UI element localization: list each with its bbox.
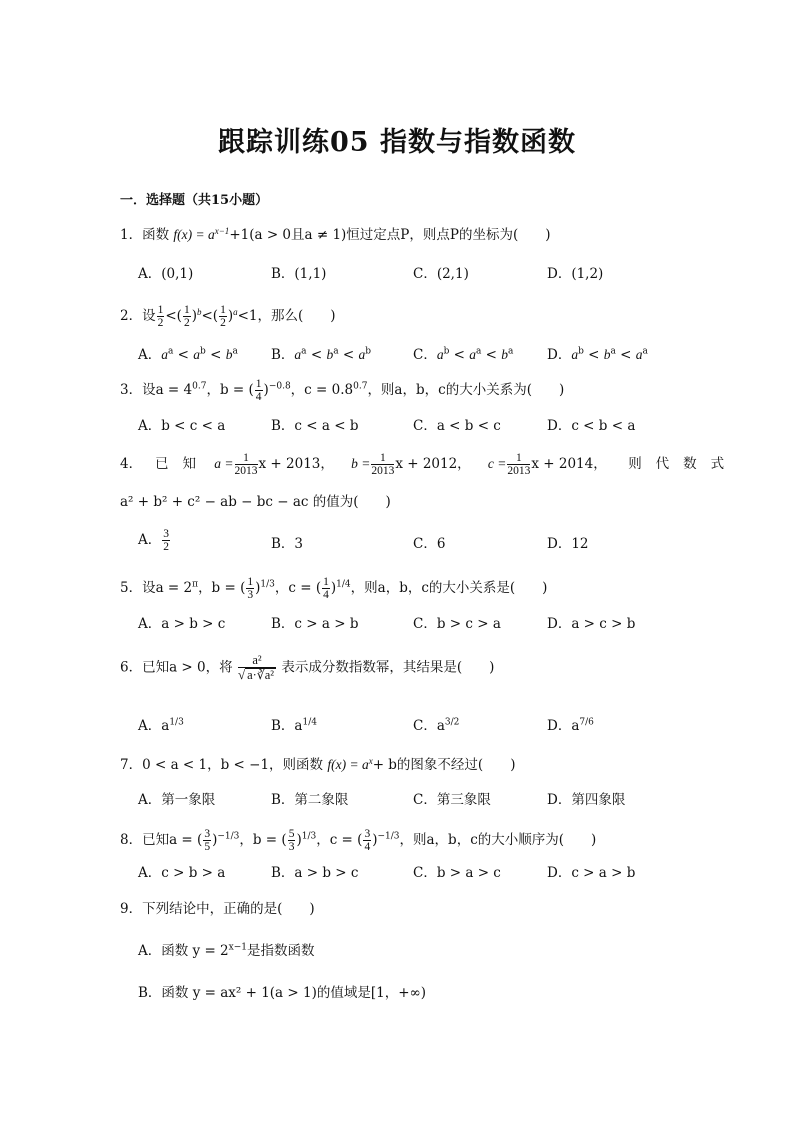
option-c[interactable]: C．(2,1) [413, 266, 469, 282]
fraction: $\frac{1}{2}$ [157, 304, 164, 330]
fraction: $\frac{1}{2013}$ [371, 452, 395, 478]
question-6: 6．已知a > 0，将 $\frac{\text{a²}}{\text{√ a·∛a²}}$ 表示成分数指数幂，其结果是( ) [120, 653, 495, 683]
fraction: $\frac{\text{a²}}{\text{√ a·∛a²}}$ [237, 653, 275, 683]
option-b[interactable]: B．c < a < b [271, 418, 359, 434]
fraction: $\frac{5}{3}$ [288, 828, 295, 854]
fraction: $\frac{1}{2}$ [183, 304, 190, 330]
option-c[interactable]: C．6 [413, 536, 446, 552]
section-heading: 一．选择题（共15小题） [120, 193, 269, 208]
option-d[interactable]: D．a > c > b [547, 616, 636, 632]
question-5: 5．设$a = 2^\pi$，b = ( $\frac{1}{3}$ )$^{1/3}$，c = ( $\frac{1}{4}$ )$^{1/4}$，则a，b，c的大小关系是( ) [120, 576, 548, 602]
fraction: $\frac{1}{2013}$ [234, 452, 258, 478]
fraction: $\frac{1}{4}$ [323, 576, 329, 602]
question-text: 函数 [142, 227, 170, 243]
question-text: +1(a > 0且a ≠ 1)恒过定点P，则点P的坐标为( ) [229, 227, 551, 243]
option-d[interactable]: D．$a^{7/6}$ [547, 717, 594, 734]
option-b[interactable]: B．函数 y = ax² + 1(a > 1)的值域是[1，+∞) [138, 985, 427, 1001]
question-9 [120, 903, 315, 917]
option-b[interactable]: B．(1,1) [271, 266, 327, 282]
option-a[interactable]: A． $\frac{3}{2}$ [138, 528, 169, 554]
question-1 [120, 225, 551, 243]
option-d[interactable]: D．第四象限 [547, 792, 626, 808]
option-d[interactable]: D．c < b < a [547, 418, 636, 434]
fraction: $\frac{1}{2}$ [220, 304, 226, 330]
question-number: 5． [120, 580, 143, 597]
option-a[interactable]: A．第一象限 [138, 792, 216, 808]
question-8: 8．已知a = ( $\frac{3}{5}$ )$^{-1/3}$，b = ( $\frac{5}{3}$ )$^{1/3}$，c = ( $\frac{3}{4}$ )$^{-1/3}$，则a，b，c的大小顺序为( ) [120, 828, 597, 854]
fraction: $\frac{3}{2}$ [163, 528, 169, 554]
option-b[interactable]: B．$a^a < b^a < a^b$ [271, 346, 371, 363]
option-b[interactable]: B．3 [271, 536, 304, 552]
question-text: 下列结论中，正确的是( ) [142, 901, 315, 917]
question-text: <1，那么( ) [237, 308, 336, 325]
question-number: 3． [120, 382, 143, 399]
option-a[interactable]: A．c > b > a [138, 865, 226, 881]
question-number: 6． [120, 659, 143, 676]
question-number: 9． [120, 901, 143, 917]
fraction: $\frac{1}{2013}$ [507, 452, 531, 478]
option-a[interactable]: A．(0,1) [138, 266, 194, 282]
option-a[interactable]: A．函数 $y = 2^{x-1}$是指数函数 [138, 942, 315, 959]
question-4: 4． 已知 a = $\frac{1}{2013}$ x + 2013， b = $\frac{1}{2013}$ x + 2012， c = $\frac{1}{2013}$ x + 2014， 则代数式 [120, 452, 739, 478]
option-c[interactable]: C．b > a > c [413, 865, 501, 881]
option-b[interactable]: B．c > a > b [271, 616, 359, 632]
option-a[interactable]: A．$a^{1/3}$ [138, 717, 184, 734]
option-d[interactable]: D．(1,2) [547, 266, 604, 282]
question-2: 2．设 $\frac{1}{2}$ <( $\frac{1}{2}$ )$^b$<( $\frac{1}{2}$ )$^a$<1，那么( ) [120, 304, 336, 330]
question-number: 8． [120, 832, 143, 849]
option-b[interactable]: B．a > b > c [271, 865, 359, 881]
option-a[interactable]: A．b < c < a [138, 418, 226, 434]
question-4-line-2: a² + b² + c² − ab − bc − ac 的值为( ) [120, 494, 391, 510]
math-exponent: x−1 [214, 225, 230, 236]
option-d[interactable]: D．$a^b < b^a < a^a$ [547, 346, 648, 363]
option-c[interactable]: C．$a^{3/2}$ [413, 717, 460, 734]
page-title: 跟踪训练05 指数与指数函数 [218, 127, 576, 158]
option-c[interactable]: C．b > c > a [413, 616, 501, 632]
fraction: $\frac{1}{3}$ [247, 576, 254, 602]
option-c[interactable]: C．$a^b < a^a < b^a$ [413, 346, 514, 363]
fraction: $\frac{3}{5}$ [204, 828, 211, 854]
option-b[interactable]: B．第二象限 [271, 792, 349, 808]
question-number: 2． [120, 308, 143, 325]
option-d[interactable]: D．12 [547, 536, 589, 552]
question-7: 7．0 < a < 1，b < −1，则函数 $f(x) = a^x+ b$的图象不经过( ) [120, 755, 516, 773]
option-d[interactable]: D．c > a > b [547, 865, 636, 881]
math-expr: f(x) = a [173, 227, 215, 242]
fraction: $\frac{1}{4}$ [255, 378, 262, 404]
option-b[interactable]: B．$a^{1/4}$ [271, 717, 317, 734]
option-a[interactable]: A．$a^a < a^b < b^a$ [138, 346, 238, 363]
question-3: 3．设$a = 4^{0.7}$，b = ( $\frac{1}{4}$ )$^{-0.8}$，$c = 0.8^{0.7}$，则a，b，c的大小关系为( ) [120, 378, 565, 404]
option-c[interactable]: C．第三象限 [413, 792, 491, 808]
question-text: 设 [142, 308, 156, 325]
fraction: $\frac{3}{4}$ [364, 828, 371, 854]
option-c[interactable]: C．a < b < c [413, 418, 501, 434]
question-number: 4． [120, 456, 143, 473]
option-a[interactable]: A．a > b > c [138, 616, 226, 632]
question-number: 7． [120, 757, 143, 773]
question-number: 1． [120, 227, 143, 243]
